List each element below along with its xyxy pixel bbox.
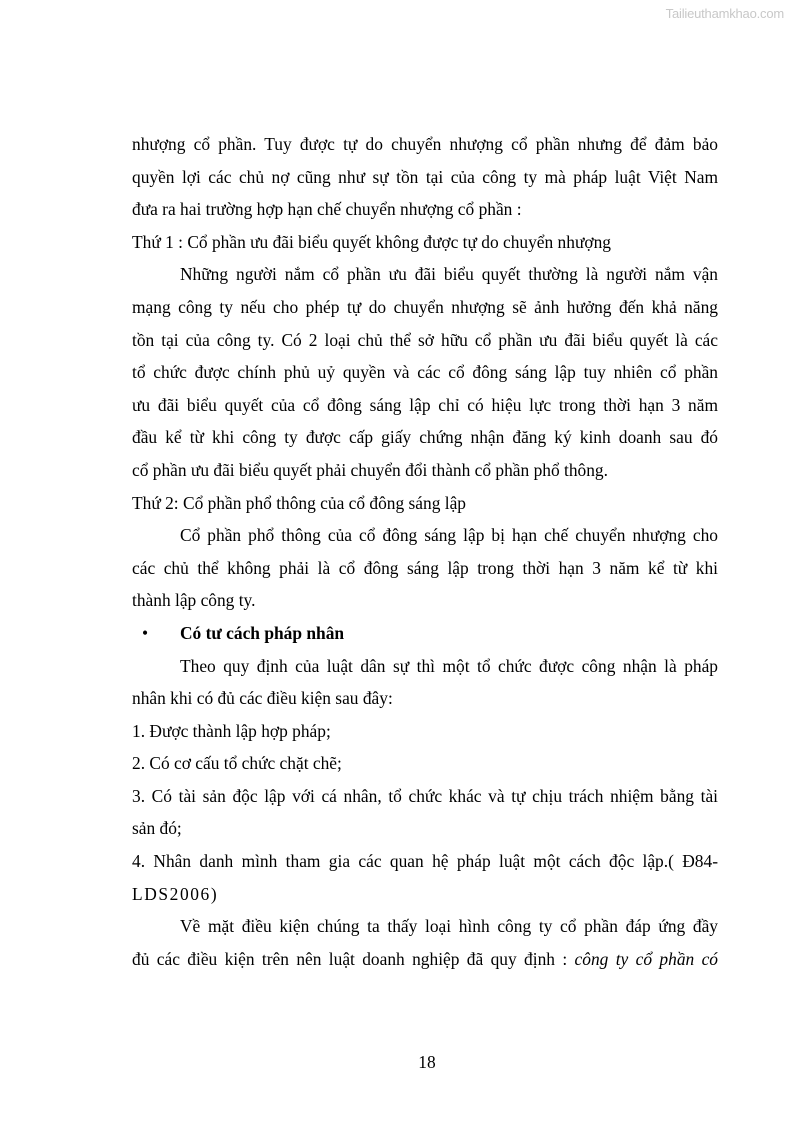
paragraph-line: nhân khi có đủ các điều kiện sau đây: xyxy=(132,688,393,709)
bullet-heading xyxy=(132,617,718,650)
italic-quote: công ty cổ phần có xyxy=(574,948,718,969)
paragraph-line: cổ phần ưu đãi biểu quyết phải chuyển đổi thành cổ phần phổ thông. xyxy=(132,459,608,480)
watermark: Tailieuthamkhao.com xyxy=(665,6,784,21)
paragraph-line: tổ chức được chính phủ uỷ quyền và các cổ đông sáng lập tuy nhiên cổ phần xyxy=(132,362,718,383)
condition-item-1: 1. Được thành lập hợp pháp; xyxy=(132,720,331,741)
case-1-heading: Thứ 1 : Cổ phần ưu đãi biểu quyết không được tự do chuyển nhượng xyxy=(132,231,611,252)
paragraph-line: thành lập công ty. xyxy=(132,590,256,611)
page-number: 18 xyxy=(418,1052,436,1072)
paragraph-line: Về mặt điều kiện chúng ta thấy loại hình công ty cổ phần đáp ứng đầy xyxy=(180,916,718,937)
paragraph-line: các chủ thể không phải là cổ đông sáng lập trong thời hạn 3 năm kể từ khi xyxy=(132,557,718,578)
paragraph-line: Theo quy định của luật dân sự thì một tổ chức được công nhận là pháp xyxy=(180,655,718,676)
paragraph-line: mạng công ty nếu cho phép tự do chuyển nhượng sẽ ảnh hưởng đến khả năng xyxy=(132,296,718,317)
condition-item-3-continued: sản đó; xyxy=(132,818,182,839)
paragraph-line: đưa ra hai trường hợp hạn chế chuyển nhượng cổ phần : xyxy=(132,199,522,220)
paragraph-text: đủ các điều kiện trên nên luật doanh nghiệp đã quy định : xyxy=(132,948,575,969)
condition-item-3: 3. Có tài sản độc lập với cá nhân, tổ chức khác và tự chịu trách nhiệm bằng tài xyxy=(132,785,718,806)
condition-item-4-continued: LDS2006) xyxy=(132,883,219,904)
paragraph-line: quyền lợi các chủ nợ cũng như sự tồn tại của công ty mà pháp luật Việt Nam xyxy=(132,166,718,187)
paragraph-line: tồn tại của công ty. Có 2 loại chủ thể sở hữu cổ phần ưu đãi biểu quyết là các xyxy=(132,329,718,350)
paragraph-line: Cổ phần phổ thông của cổ đông sáng lập bị hạn chế chuyển nhượng cho xyxy=(180,525,718,546)
paragraph-line xyxy=(132,943,718,976)
paragraph-line: ưu đãi biểu quyết của cổ đông sáng lập chỉ có hiệu lực trong thời hạn 3 năm xyxy=(132,394,718,415)
document-body xyxy=(132,128,718,975)
bullet-heading-label: Có tư cách pháp nhân xyxy=(180,622,345,643)
bullet-icon: • xyxy=(142,622,149,643)
paragraph-line: đầu kể từ khi công ty được cấp giấy chứng nhận đăng ký kinh doanh sau đó xyxy=(132,427,718,448)
case-2-heading: Thứ 2: Cổ phần phổ thông của cổ đông sáng lập xyxy=(132,492,466,513)
paragraph-line: nhượng cổ phần. Tuy được tự do chuyển nhượng cổ phần nhưng để đảm bảo xyxy=(132,134,718,154)
paragraph-line: Những người nắm cổ phần ưu đãi biểu quyết thường là người nắm vận xyxy=(180,264,718,285)
condition-item-4: 4. Nhân danh mình tham gia các quan hệ pháp luật một cách độc lập.( Đ84- xyxy=(132,851,718,872)
condition-item-2: 2. Có cơ cấu tổ chức chặt chẽ; xyxy=(132,753,342,774)
